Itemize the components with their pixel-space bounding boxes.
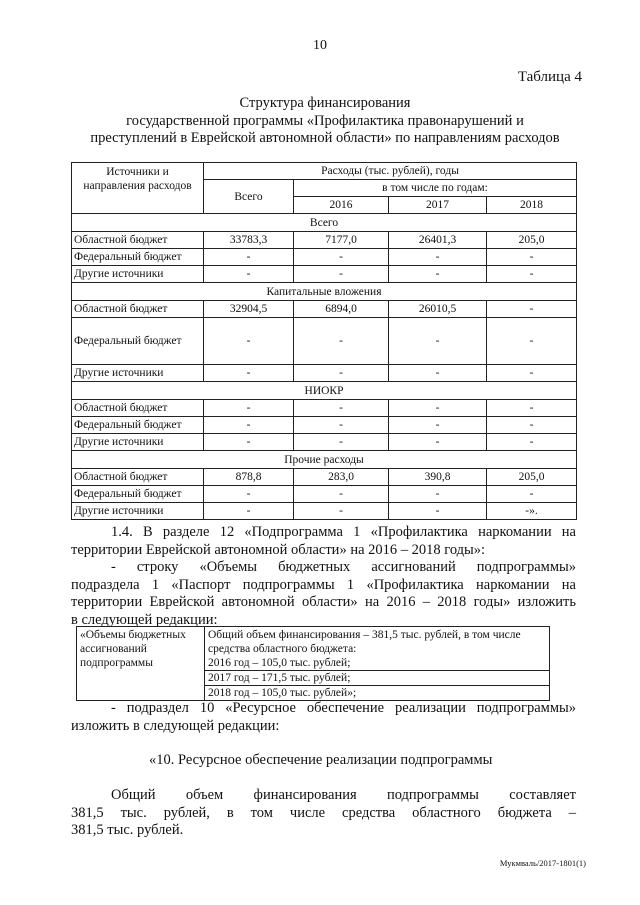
title-line: Структура финансирования xyxy=(239,95,411,111)
paragraph-total-funding xyxy=(71,787,576,840)
row-value: - xyxy=(294,365,389,382)
paragraph-line: в следующей редакции: xyxy=(71,611,218,628)
row-value: - xyxy=(294,266,389,283)
section-title: Капитальные вложения xyxy=(72,283,577,301)
paragraph-subsection-10 xyxy=(71,700,576,735)
section-heading xyxy=(71,752,576,770)
paragraph-line: 381,5 тыс. рублей. xyxy=(71,822,184,838)
paragraph-line: - подраздел 10 «Ресурсное обеспечение реализации подпрограммы» xyxy=(111,700,576,716)
row-value: - xyxy=(204,365,294,382)
table-row xyxy=(72,301,577,318)
row-value: - xyxy=(389,266,487,283)
table-title xyxy=(60,95,590,148)
row-value: - xyxy=(487,434,577,451)
row-value: 33783,3 xyxy=(204,232,294,249)
row-value: 205,0 xyxy=(487,232,577,249)
row-value: - xyxy=(487,266,577,283)
row-value: - xyxy=(389,365,487,382)
header-total: Всего xyxy=(204,180,294,214)
row-label: Федеральный бюджет xyxy=(72,318,204,365)
row-label: Областной бюджет xyxy=(72,301,204,318)
volumes-line: Общий объем финансирования – 381,5 тыс. рублей, в том числе xyxy=(208,629,521,641)
volumes-label-line: подпрограммы xyxy=(80,657,153,669)
header-year-2016: 2016 xyxy=(294,197,389,214)
row-value: 6894,0 xyxy=(294,301,389,318)
row-value: - xyxy=(204,400,294,417)
row-value: - xyxy=(487,301,577,318)
table-row xyxy=(72,417,577,434)
row-value: - xyxy=(389,318,487,365)
header-year-2018: 2018 xyxy=(487,197,577,214)
volumes-value-cell xyxy=(205,627,550,701)
volumes-line: средства областного бюджета: xyxy=(208,643,357,655)
row-value: - xyxy=(204,434,294,451)
paragraph-line: - строку «Объемы бюджетных ассигнований подпрограммы» xyxy=(111,559,576,575)
row-value: - xyxy=(389,249,487,266)
section-title: Прочие расходы xyxy=(72,451,577,469)
row-label: Федеральный бюджет xyxy=(72,486,204,503)
row-value: - xyxy=(487,417,577,434)
section-title: НИОКР xyxy=(72,382,577,400)
row-label: Другие источники xyxy=(72,266,204,283)
table-row xyxy=(72,266,577,283)
volumes-line: 2017 год – 171,5 тыс. рублей; xyxy=(205,670,549,685)
section-row xyxy=(72,451,577,469)
row-label: Другие источники xyxy=(72,434,204,451)
table-row xyxy=(72,232,577,249)
row-value: - xyxy=(389,400,487,417)
row-value: - xyxy=(294,417,389,434)
row-value: 32904,5 xyxy=(204,301,294,318)
paragraph-line: 1.4. В разделе 12 «Подпрограмма 1 «Профилактика наркомании на xyxy=(111,524,576,540)
paragraph-line: подраздела 1 «Паспорт подпрограммы 1 «Профилактика наркомании на xyxy=(71,576,576,593)
row-value: - xyxy=(487,365,577,382)
row-value: 390,8 xyxy=(389,469,487,486)
row-value: - xyxy=(204,318,294,365)
row-value: - xyxy=(204,266,294,283)
row-label: Областной бюджет xyxy=(72,400,204,417)
row-value: -». xyxy=(487,503,577,520)
table-row xyxy=(72,486,577,503)
row-label: Другие источники xyxy=(72,365,204,382)
header-year-2017: 2017 xyxy=(389,197,487,214)
row-value: 205,0 xyxy=(487,469,577,486)
row-label: Федеральный бюджет xyxy=(72,249,204,266)
page-number: 10 xyxy=(313,38,327,53)
header-expenses: Расходы (тыс. рублей), годы xyxy=(204,163,577,180)
volumes-line: 2018 год – 105,0 тыс. рублей»; xyxy=(205,685,549,700)
paragraph-1-4 xyxy=(71,524,576,629)
row-value: - xyxy=(294,486,389,503)
row-value: - xyxy=(294,400,389,417)
row-value: - xyxy=(204,486,294,503)
paragraph-line: территории Еврейской автономной области» на 2016 – 2018 годы»: xyxy=(71,541,486,558)
volumes-table xyxy=(76,626,550,701)
row-value: 26401,3 xyxy=(389,232,487,249)
section-row xyxy=(72,382,577,400)
volumes-label-line: «Объемы бюджетных xyxy=(80,629,186,641)
table-row xyxy=(72,434,577,451)
row-value: - xyxy=(294,434,389,451)
row-value: - xyxy=(487,318,577,365)
section-row xyxy=(72,214,577,232)
row-value: 26010,5 xyxy=(389,301,487,318)
volumes-label-cell xyxy=(77,627,205,701)
row-value: - xyxy=(389,417,487,434)
row-value: - xyxy=(389,434,487,451)
row-value: - xyxy=(389,503,487,520)
row-value: - xyxy=(204,503,294,520)
row-value: - xyxy=(294,249,389,266)
paragraph-line: Общий объем финансирования подпрограммы составляет xyxy=(111,787,576,803)
volumes-label-line: ассигнований xyxy=(80,643,147,655)
row-value: - xyxy=(204,249,294,266)
financing-table xyxy=(71,162,577,520)
row-value: - xyxy=(487,400,577,417)
row-value: 283,0 xyxy=(294,469,389,486)
table-row xyxy=(72,400,577,417)
row-value: - xyxy=(294,503,389,520)
table-row xyxy=(72,318,577,365)
row-value: - xyxy=(487,249,577,266)
row-label: Федеральный бюджет xyxy=(72,417,204,434)
row-value: - xyxy=(487,486,577,503)
footer-document-code: Мукмваль/2017-1801(1) xyxy=(499,858,586,868)
volumes-line: 2016 год – 105,0 тыс. рублей; xyxy=(208,657,351,669)
table-label: Таблица 4 xyxy=(517,69,582,85)
title-line: государственной программы «Профилактика правонарушений и xyxy=(126,112,524,129)
row-value: - xyxy=(204,417,294,434)
section-title: Всего xyxy=(72,214,577,232)
row-value: - xyxy=(389,486,487,503)
paragraph-line: 381,5 тыс. рублей, в том числе средства областного бюджета – xyxy=(71,804,576,821)
table-row xyxy=(72,469,577,486)
table-row xyxy=(72,249,577,266)
header-sources: Источники и направления расходов xyxy=(72,163,204,214)
table-row xyxy=(72,503,577,520)
paragraph-line: изложить в следующей редакции: xyxy=(71,717,280,734)
row-value: - xyxy=(294,318,389,365)
row-label: Другие источники xyxy=(72,503,204,520)
row-label: Областной бюджет xyxy=(72,232,204,249)
row-label: Областной бюджет xyxy=(72,469,204,486)
paragraph-line: территории Еврейской автономной области» на 2016 – 2018 годы» изложить xyxy=(71,594,576,610)
row-value: 878,8 xyxy=(204,469,294,486)
title-line: преступлений в Еврейской автономной области» по направлениям расходов xyxy=(90,130,560,146)
table-row xyxy=(72,365,577,382)
section-row xyxy=(72,283,577,301)
header-by-years: в том числе по годам: xyxy=(294,180,577,197)
section-heading-text: «10. Ресурсное обеспечение реализации подпрограммы xyxy=(149,752,493,768)
row-value: 7177,0 xyxy=(294,232,389,249)
